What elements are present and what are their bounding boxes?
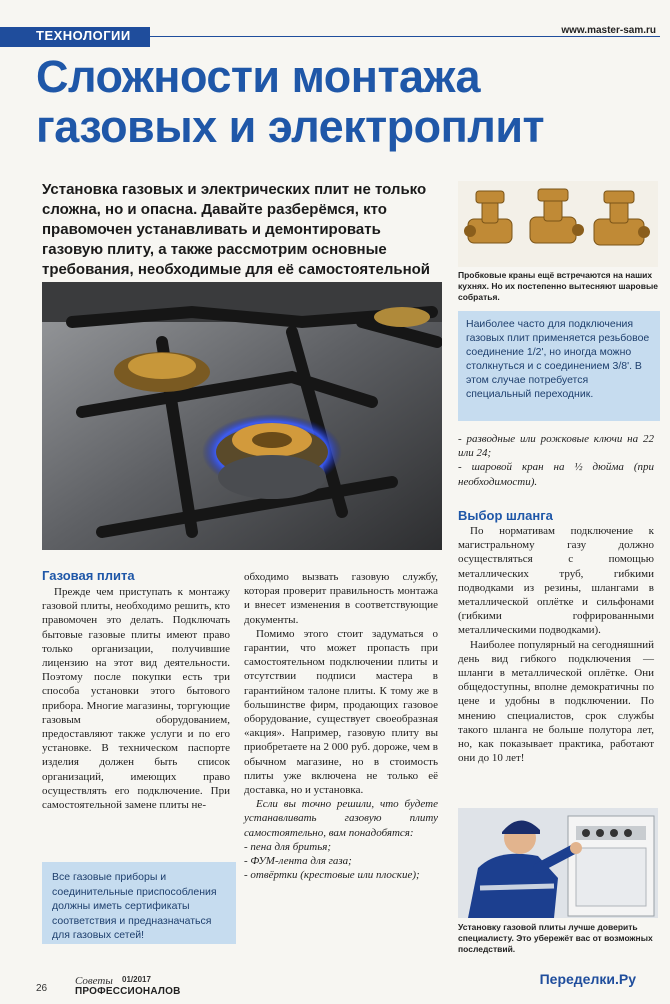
header-rule (150, 36, 660, 37)
col3-paragraph-2: Наиболее популярный на сегодняшний день вид гибкого подключения — шланги в металлической оплётке. Они общедоступны, вполне демократичны по цене и удобны в подключении. По мнению специалистов, срок службы такого шланга не больше полутора лет, но, как показывает практика, работают они до 10 лет! (458, 638, 654, 765)
info-box-certificates-text: Все газовые приборы и соединительные приспособления должны иметь сертификаты соответствия и предназначаться для газовых сетей! (52, 871, 217, 941)
valves-caption: Пробковые краны ещё встречаются на наших кухнях. Но их постепенно вытесняют шаровые собратья. (458, 270, 658, 302)
list-item: - пена для бритья; (244, 840, 331, 853)
column-3 (458, 524, 654, 765)
column-3-list (458, 432, 654, 489)
ball-valves-photo (458, 181, 658, 267)
article-title: Сложности монтажа газовых и электроплит (36, 51, 545, 152)
col2-paragraph-2: Помимо этого стоит задуматься о гарантии, что может пропасть при самостоятельном подключении плиты и отсутствии подписи мастера в гарантийном талоне плиты. К тому же в большинстве фирм, продающих газовое оборудование, существует своеобразная «акция». Например, газовую плиту вы приобретаете на 2 000 руб. дороже, чем в обычном магазине, но в стоимость плиты уже включена не только её доставка, но и установка. (244, 627, 438, 797)
col3-paragraph-1: По нормативам подключение к магистральному газу должно осуществляться с помощью металлических труб, гибкими подводками из резины, шлангами в металлической оплётке и сильфонами (гибкими гофрированными металлическими подводками). (458, 525, 654, 637)
list-item: - отвёртки (крестовые или плоские); (244, 869, 420, 882)
heading-hose-choice: Выбор шланга (458, 508, 553, 523)
info-box-certificates (42, 862, 236, 944)
list-item: - шаровой кран на ½ дюйма (при необходимости). (458, 461, 654, 488)
section-label: ТЕХНОЛОГИИ (36, 28, 131, 43)
magazine-logo-top: Советы (75, 975, 113, 987)
col2-paragraph-3: Если вы точно решили, что будете устанавливать газовую плиту самостоятельно, вам понадобятся: (244, 798, 438, 839)
list-item: - ФУМ-лента для газа; (244, 855, 352, 868)
watermark: Переделки.Ру (539, 971, 636, 987)
page-number: 26 (36, 983, 48, 994)
magazine-logo-bottom: ПРОФЕССИОНАЛОВ (75, 986, 181, 997)
gas-stove-photo (42, 282, 442, 550)
info-box-thread-text: Наиболее часто для подключения газовых плит применяется резьбовое соединение 1/2', но иногда можно столкнуться и с соединением 3/8'. В этом случае потребуется специальный переходник. (466, 318, 650, 400)
site-url[interactable]: www.master-sam.ru (561, 25, 656, 36)
info-box-thread (458, 311, 660, 421)
article-lead: Установка газовых и электрических плит не только сложна, но и опасна. Давайте разберёмся, кто правомочен устанавливать и демонтировать газовую плиту, а также рассмотрим основные требования, необходимые для её самостоятельной (42, 181, 431, 278)
col1-paragraph: Прежде чем приступать к монтажу газовой плиты, необходимо решить, кто правомочен это делать. Подключать бытовые газовые плиты имеют право только организации, получившие лицензию на этот вид деятельности. Поэтому после покупки есть три способа установки этого бытового прибора. Многие магазины, торгующие газовым оборудованием, предоставляют также услуги и по его установке. В техническом паспорте изделия должен быть список организаций, имеющих право осуществлять его подключение. При самостоятельной замене плиты не- (42, 586, 230, 812)
column-2 (244, 570, 438, 882)
column-1 (42, 585, 230, 812)
worker-caption: Установку газовой плиты лучше доверить специалисту. Это убережёт вас от возможных последствий. (458, 922, 653, 954)
issue-number: 01/2017 (122, 975, 151, 984)
heading-gas-stove: Газовая плита (42, 568, 135, 583)
list-item: - разводные или рожковые ключи на 22 или 24; (458, 433, 654, 460)
col2-paragraph-1: обходимо вызвать газовую службу, которая проверит правильность монтажа и внесет изменения в соответствующие документы. (244, 571, 438, 626)
worker-photo (458, 808, 658, 918)
